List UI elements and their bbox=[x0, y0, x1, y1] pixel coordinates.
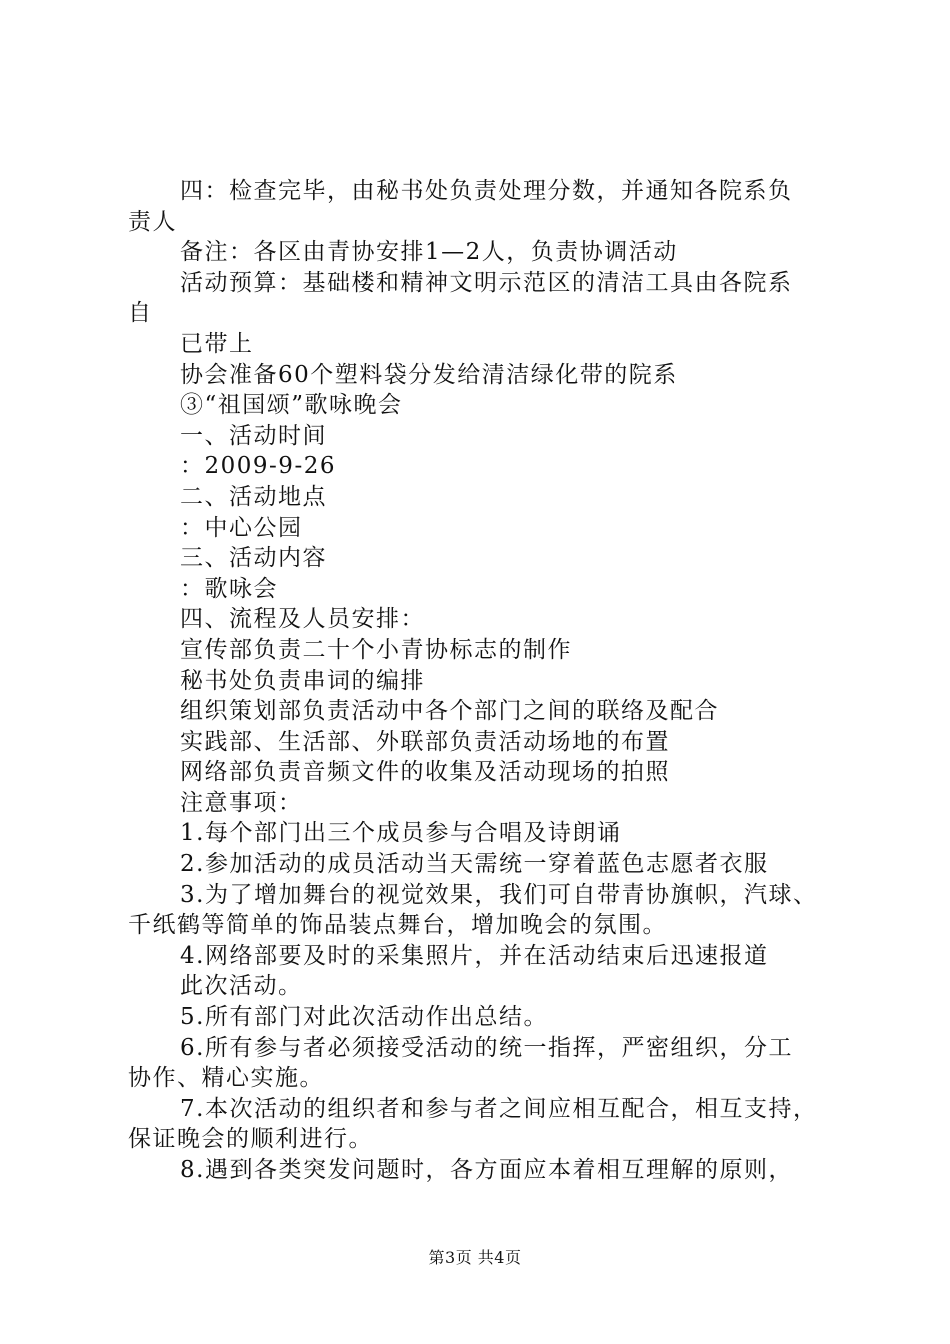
text-line: 6.所有参与者必须接受活动的统一指挥，严密组织，分工 bbox=[180, 1034, 793, 1061]
text-line: 一、活动时间 bbox=[180, 422, 327, 449]
text-line: 8.遇到各类突发问题时，各方面应本着相互理解的原则， bbox=[180, 1157, 793, 1183]
text-line: 3.为了增加舞台的视觉效果，我们可自带青协旗帜，汽球、 bbox=[180, 881, 818, 908]
text-line: ③“祖国颂”歌咏晚会 bbox=[180, 392, 403, 419]
text-line: 2.参加活动的成员活动当天需统一穿着蓝色志愿者衣服 bbox=[180, 851, 769, 878]
text-line: 组织策划部负责活动中各个部门之间的联络及配合 bbox=[180, 698, 719, 725]
document-body bbox=[128, 176, 840, 1186]
text-line: 四、流程及人员安排： bbox=[180, 606, 425, 633]
text-line: 1.每个部门出三个成员参与合唱及诗朗诵 bbox=[180, 820, 622, 847]
text-line: 三、活动内容 bbox=[180, 545, 327, 572]
text-line: ：中心公园 bbox=[180, 514, 303, 541]
text-line: 四：检查完毕，由秘书处负责处理分数，并通知各院系负 bbox=[180, 178, 793, 204]
text-line: 自 bbox=[128, 300, 153, 327]
text-line: 实践部、生活部、外联部负责活动场地的布置 bbox=[180, 728, 670, 755]
text-line: ：歌咏会 bbox=[180, 575, 278, 602]
text-line: 责人 bbox=[128, 208, 177, 235]
text-line: 宣传部负责二十个小青协标志的制作 bbox=[180, 636, 572, 663]
text-line: 5.所有部门对此次活动作出总结。 bbox=[180, 1004, 548, 1031]
text-line: 协作、精心实施。 bbox=[128, 1065, 324, 1092]
text-line: 保证晚会的顺利进行。 bbox=[128, 1126, 373, 1153]
text-line: 秘书处负责串词的编排 bbox=[180, 667, 425, 694]
text-line: ：2009-9-26 bbox=[180, 453, 336, 480]
text-line: 7.本次活动的组织者和参与者之间应相互配合，相互支持， bbox=[180, 1095, 818, 1122]
text-line: 协会准备60个塑料袋分发给清洁绿化带的院系 bbox=[180, 361, 678, 388]
text-line: 网络部负责音频文件的收集及活动现场的拍照 bbox=[180, 759, 670, 786]
text-line: 已带上 bbox=[180, 330, 254, 357]
text-line: 4.网络部要及时的采集照片，并在活动结束后迅速报道 bbox=[180, 942, 769, 969]
page-footer: 第3页 共4页 bbox=[428, 1248, 522, 1267]
text-line: 注意事项： bbox=[180, 789, 303, 816]
text-line: 此次活动。 bbox=[180, 973, 303, 1000]
text-line: 二、活动地点 bbox=[180, 483, 327, 510]
text-line: 活动预算：基础楼和精神文明示范区的清洁工具由各院系 bbox=[180, 269, 793, 296]
text-line: 备注：各区由青协安排1—2人，负责协调活动 bbox=[180, 239, 678, 266]
text-line: 千纸鹤等简单的饰品装点舞台，增加晚会的氛围。 bbox=[128, 912, 667, 939]
